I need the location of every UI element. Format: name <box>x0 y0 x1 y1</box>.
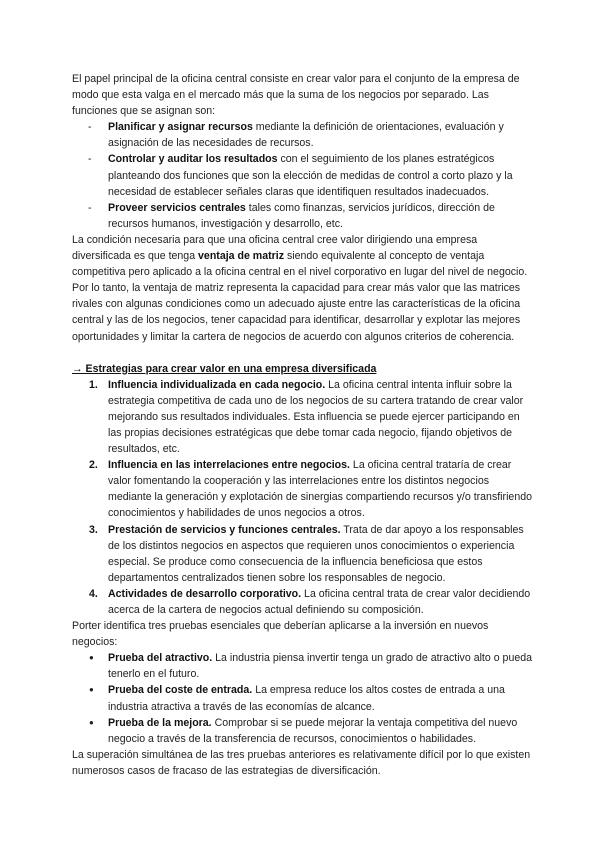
item-number: 2. <box>89 459 98 472</box>
test-term: Prueba del coste de entrada. <box>108 684 253 697</box>
test-term: Prueba del atractivo. <box>108 652 213 665</box>
item-number: 3. <box>89 523 98 536</box>
list-item <box>72 522 532 586</box>
blank-line <box>72 345 532 361</box>
list-item <box>72 586 532 618</box>
porter-paragraph: Porter identifica tres pruebas esenciales que deberían aplicarse a la inversión en nuevos negocios: <box>72 620 489 649</box>
section-heading: → Estrategias para crear valor en una empresa diversificada <box>72 362 377 375</box>
intro-paragraph: El papel principal de la oficina central consiste en crear valor para el conjunto de la empresa de modo que esta valga en el mercado más que la suma de los negocios por separado. Las funciones que se asignan son: <box>72 73 520 118</box>
item-number: 1. <box>89 378 98 391</box>
document-page <box>72 71 532 779</box>
condition-text-before: La condición necesaria para que una oficina central cree valor dirigiendo una empresa diversificada es que tenga <box>72 233 478 263</box>
condition-paragraph <box>72 232 532 345</box>
list-item <box>72 650 532 682</box>
list-item <box>72 200 532 232</box>
strategy-text: La oficina central intenta influir sobre la estrategia competitiva de cada uno de los negocios de su cartera tratando de crear valor mejorando sus resultados individuales. Esta influencia se puede ejercer participando en las propias decisiones estratégicas que debe tomar cada negocio, fijando objetivos de resultados, etc. <box>108 378 524 456</box>
test-text: La empresa reduce los altos costes de entrada a una industria atractiva a través de las economías de alcance. <box>108 684 505 713</box>
list-item <box>72 151 532 199</box>
condition-term: ventaja de matriz <box>198 250 284 263</box>
strategy-term: Actividades de desarrollo corporativo. <box>108 587 302 600</box>
list-item <box>72 457 532 521</box>
list-item <box>72 682 532 714</box>
strategy-text: La oficina central trataría de crear valor fomentando la cooperación y las interrelaciones entre los distintos negocios mediante la generación y explotación de sinergias compartiendo recursos y/o transfiriendo conocimientos y habilidades de unos negocios a otros. <box>108 459 532 520</box>
conclusion-paragraph: La superación simultánea de las tres pruebas anteriores es relativamente difícil por lo que existen numerosos casos de fracaso de las estrategias de diversificación. <box>72 748 531 777</box>
function-text: con el seguimiento de los planes estratégicos planteando dos funciones que son la elección de medidas de control a corto plazo y la necesidad de establecer señales claras que identifiquen resultados inadecuados. <box>108 153 513 198</box>
test-text: La industria piensa invertir tenga un grado de atractivo alto o pueda tenerlo en el futuro. <box>108 652 533 681</box>
test-text: Comprobar si se puede mejorar la ventaja competitiva del nuevo negocio a través de la transferencia de recursos, conocimientos o habilidades. <box>108 716 518 745</box>
function-term: Planificar y asignar recursos <box>108 121 253 134</box>
item-number: 4. <box>89 587 98 600</box>
strategy-term: Influencia en las interrelaciones entre negocios. <box>108 459 350 472</box>
strategy-text: La oficina central trata de crear valor decidiendo acerca de la cartera de negocios actual definiendo su composición. <box>108 587 531 616</box>
list-item <box>72 119 532 151</box>
tests-list <box>72 650 532 747</box>
list-item <box>72 377 532 457</box>
list-item <box>72 715 532 747</box>
strategy-text: Trata de dar apoyo a los responsables de los distintos negocios en aspectos que requieren unos conocimientos o experiencia especial. Se produce como consecuencia de la influencia beneficiosa que estos departamentos centralizados tienen sobre los responsables de negocio. <box>108 523 524 584</box>
strategy-term: Influencia individualizada en cada negocio. <box>108 378 326 391</box>
function-term: Proveer servicios centrales <box>108 201 246 214</box>
strategies-list <box>72 377 532 618</box>
function-text: tales como finanzas, servicios jurídicos, dirección de recursos humanos, investigación y desarrollo, etc. <box>108 201 495 230</box>
condition-text-after: siendo equivalente al concepto de ventaja competitiva pero aplicado a la oficina central en el nivel corporativo en lugar del nivel de negocio. Por lo tanto, la ventaja de matriz representa la capacidad para crear más valor que las matrices rivales con algunas condiciones como un adecuado ajuste entre las características de la oficina central y las de los negocios, tener capacidad para identificar, desarrollar y explotar las mejores oportunidades y limitar la cartera de negocios de acuerdo con algunos criterios de coherencia. <box>72 250 528 343</box>
strategy-term: Prestación de servicios y funciones centrales. <box>108 523 341 536</box>
functions-list <box>72 119 532 232</box>
function-text: mediante la definición de orientaciones, evaluación y asignación de las necesidades de recursos. <box>108 121 504 150</box>
test-term: Prueba de la mejora. <box>108 716 212 729</box>
function-term: Controlar y auditar los resultados <box>108 153 278 166</box>
